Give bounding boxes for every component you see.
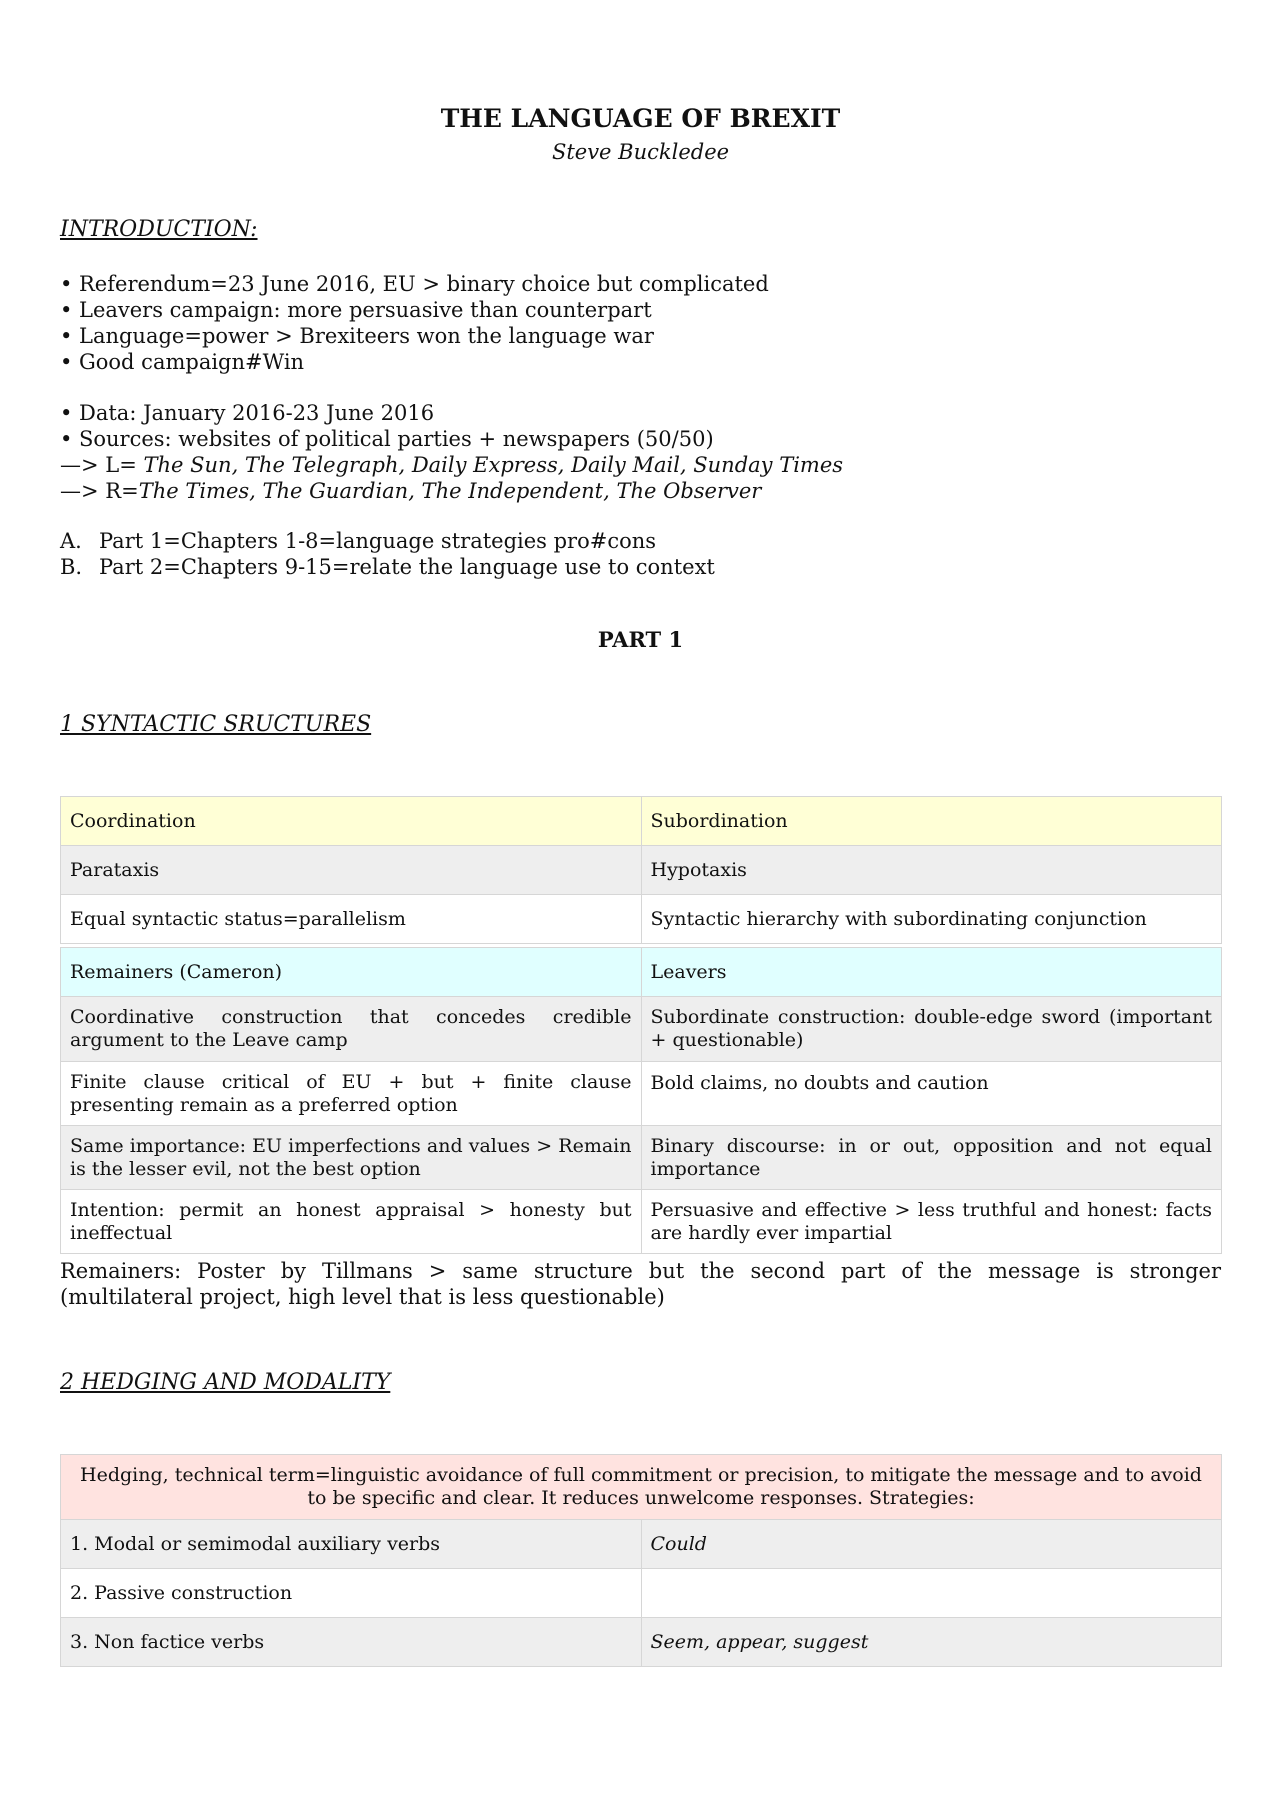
table-cell: Bold claims, no doubts and caution — [641, 1062, 1222, 1126]
part-1-heading: PART 1 — [597, 627, 684, 652]
table-row — [61, 895, 1222, 944]
introduction-heading: INTRODUCTION: — [60, 217, 258, 242]
intro-bullet: • Leavers campaign: more persuasive than counterpart — [60, 298, 652, 322]
table-cell: Leavers — [641, 948, 1222, 997]
table-cell: Same importance: EU imperfections and values > Remain is the lesser evil, not the best option — [61, 1126, 642, 1190]
table-cell: Seem, appear, suggest — [641, 1618, 1222, 1667]
remainers-leavers-table — [60, 947, 1222, 1254]
data-bullet: • Sources: websites of political parties + newspapers (50/50) — [60, 427, 714, 451]
table-header-row — [61, 797, 1222, 846]
table-row — [61, 1126, 1222, 1190]
table-cell: Persuasive and effective > less truthful and honest: facts are hardly ever impartial — [641, 1190, 1222, 1254]
table-row — [61, 1520, 1222, 1569]
intro-bullet: • Referendum=23 June 2016, EU > binary choice but complicated — [60, 272, 769, 296]
table-cell: 2. Passive construction — [61, 1569, 642, 1618]
part-list-item: A. Part 1=Chapters 1-8=language strategies pro#cons — [60, 529, 657, 553]
table-cell: 1. Modal or semimodal auxiliary verbs — [61, 1520, 642, 1569]
leave-newspapers-line: —> L= The Sun, The Telegraph, Daily Express, Daily Mail, Sunday Times — [60, 453, 844, 477]
table-header-row — [61, 1455, 1222, 1520]
part-list-item: B. Part 2=Chapters 9-15=relate the language use to context — [60, 555, 715, 579]
table-cell — [641, 1569, 1222, 1618]
table-cell: Could — [641, 1520, 1222, 1569]
coordination-table — [60, 796, 1222, 944]
table-row — [61, 1618, 1222, 1667]
table-row — [61, 997, 1222, 1062]
tillmans-note: Remainers: Poster by Tillmans > same structure but the second part of the message is stronger (multilateral project, high level that is less questionable) — [60, 1259, 1221, 1309]
table-cell: Coordinative construction that concedes credible argument to the Leave camp — [61, 997, 642, 1062]
table-cell: Equal syntactic status=parallelism — [61, 895, 642, 944]
document-author: Steve Buckledee — [551, 140, 730, 164]
table-cell: Syntactic hierarchy with subordinating conjunction — [641, 895, 1222, 944]
hedging-modality-heading: 2 HEDGING AND MODALITY — [60, 1370, 391, 1395]
table-cell: Hypotaxis — [641, 846, 1222, 895]
table-cell: Subordination — [641, 797, 1222, 846]
table-cell: Coordination — [61, 797, 642, 846]
intro-bullet: • Good campaign#Win — [60, 350, 305, 374]
table-cell: Finite clause critical of EU + but + finite clause presenting remain as a preferred option — [61, 1062, 642, 1126]
table-cell: 3. Non factice verbs — [61, 1618, 642, 1667]
table-row — [61, 1062, 1222, 1126]
table-row — [61, 1190, 1222, 1254]
table-cell: Subordinate construction: double-edge sword (important + questionable) — [641, 997, 1222, 1062]
table-cell: Parataxis — [61, 846, 642, 895]
intro-bullet: • Language=power > Brexiteers won the language war — [60, 324, 654, 348]
hedging-table — [60, 1454, 1222, 1667]
table-row — [61, 846, 1222, 895]
table-header-row — [61, 948, 1222, 997]
table-cell: Remainers (Cameron) — [61, 948, 642, 997]
hedging-definition: Hedging, technical term=linguistic avoidance of full commitment or precision, to mitigate the message and to avoid to be specific and clear. It reduces unwelcome responses. Strategies: — [61, 1455, 1222, 1520]
table-cell: Intention: permit an honest appraisal > honesty but ineffectual — [61, 1190, 642, 1254]
syntactic-structures-heading: 1 SYNTACTIC SRUCTURES — [60, 712, 372, 737]
document-title: THE LANGUAGE OF BREXIT — [440, 104, 841, 133]
data-bullet: • Data: January 2016-23 June 2016 — [60, 401, 435, 425]
remain-newspapers-line: —> R=The Times, The Guardian, The Independent, The Observer — [60, 479, 762, 503]
table-cell: Binary discourse: in or out, opposition and not equal importance — [641, 1126, 1222, 1190]
table-row — [61, 1569, 1222, 1618]
